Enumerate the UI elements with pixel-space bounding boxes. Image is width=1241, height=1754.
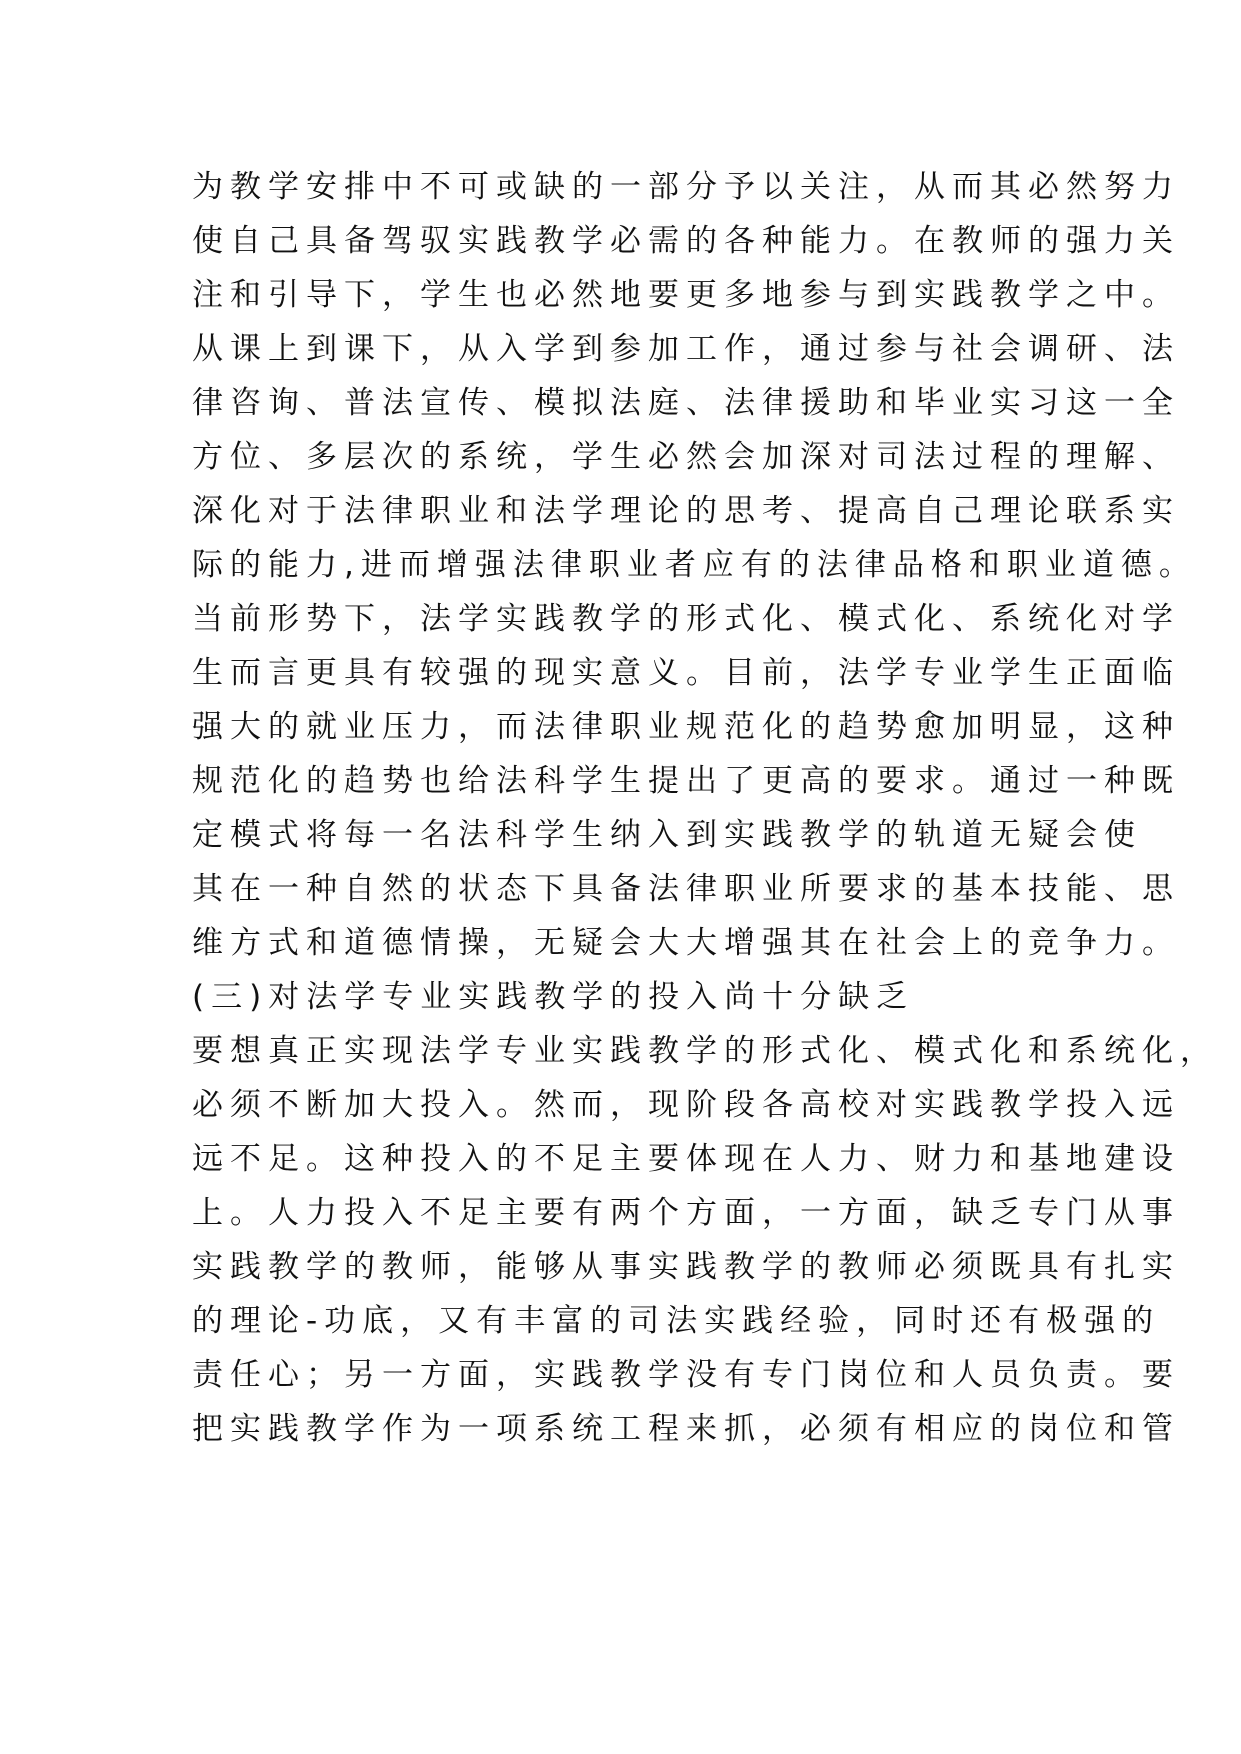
text-line: 把实践教学作为一项系统工程来抓，必须有相应的岗位和管: [192, 1411, 1180, 1447]
text-line: 深化对于法律职业和法学理论的思考、提高自己理论联系实: [192, 493, 1180, 529]
text-line: 律咨询、普法宣传、模拟法庭、法律援助和毕业实习这一全: [192, 385, 1180, 421]
text-line: 维方式和道德情操，无疑会大大增强其在社会上的竞争力。: [192, 925, 1180, 961]
document-body: [192, 160, 1218, 1456]
text-line: 方位、多层次的系统，学生必然会加深对司法过程的理解、: [192, 439, 1180, 475]
text-line: 定模式将每一名法科学生纳入到实践教学的轨道无疑会使: [192, 817, 1142, 853]
text-line: 远不足。这种投入的不足主要体现在人力、财力和基地建设: [192, 1141, 1180, 1177]
text-line: 使自己具备驾驭实践教学必需的各种能力。在教师的强力关: [192, 223, 1180, 259]
text-line: 为教学安排中不可或缺的一部分予以关注，从而其必然努力: [192, 169, 1180, 205]
text-line: 上。人力投入不足主要有两个方面，一方面，缺乏专门从事: [192, 1195, 1180, 1231]
text-line: 规范化的趋势也给法科学生提出了更高的要求。通过一种既: [192, 763, 1180, 799]
text-line: 强大的就业压力，而法律职业规范化的趋势愈加明显，这种: [192, 709, 1180, 745]
text-line: 际的能力,进而增强法律职业者应有的法律品格和职业道德。: [192, 547, 1197, 583]
text-line: 从课上到课下，从入学到参加工作，通过参与社会调研、法: [192, 331, 1180, 367]
text-line: 注和引导下，学生也必然地要更多地参与到实践教学之中。: [192, 277, 1180, 313]
section-heading: (三)对法学专业实践教学的投入尚十分缺乏: [192, 979, 915, 1015]
text-line: 生而言更具有较强的现实意义。目前，法学专业学生正面临: [192, 655, 1180, 691]
text-line: 实践教学的教师，能够从事实践教学的教师必须既具有扎实: [192, 1249, 1180, 1285]
text-line: 责任心；另一方面，实践教学没有专门岗位和人员负责。要: [192, 1357, 1180, 1393]
text-line: 的理论-功底，又有丰富的司法实践经验，同时还有极强的: [192, 1303, 1161, 1339]
text-line: 要想真正实现法学专业实践教学的形式化、模式化和系统化，: [192, 1033, 1218, 1069]
text-line: 当前形势下，法学实践教学的形式化、模式化、系统化对学: [192, 601, 1180, 637]
text-line: 必须不断加大投入。然而，现阶段各高校对实践教学投入远: [192, 1087, 1180, 1123]
text-line: 其在一种自然的状态下具备法律职业所要求的基本技能、思: [192, 871, 1180, 907]
